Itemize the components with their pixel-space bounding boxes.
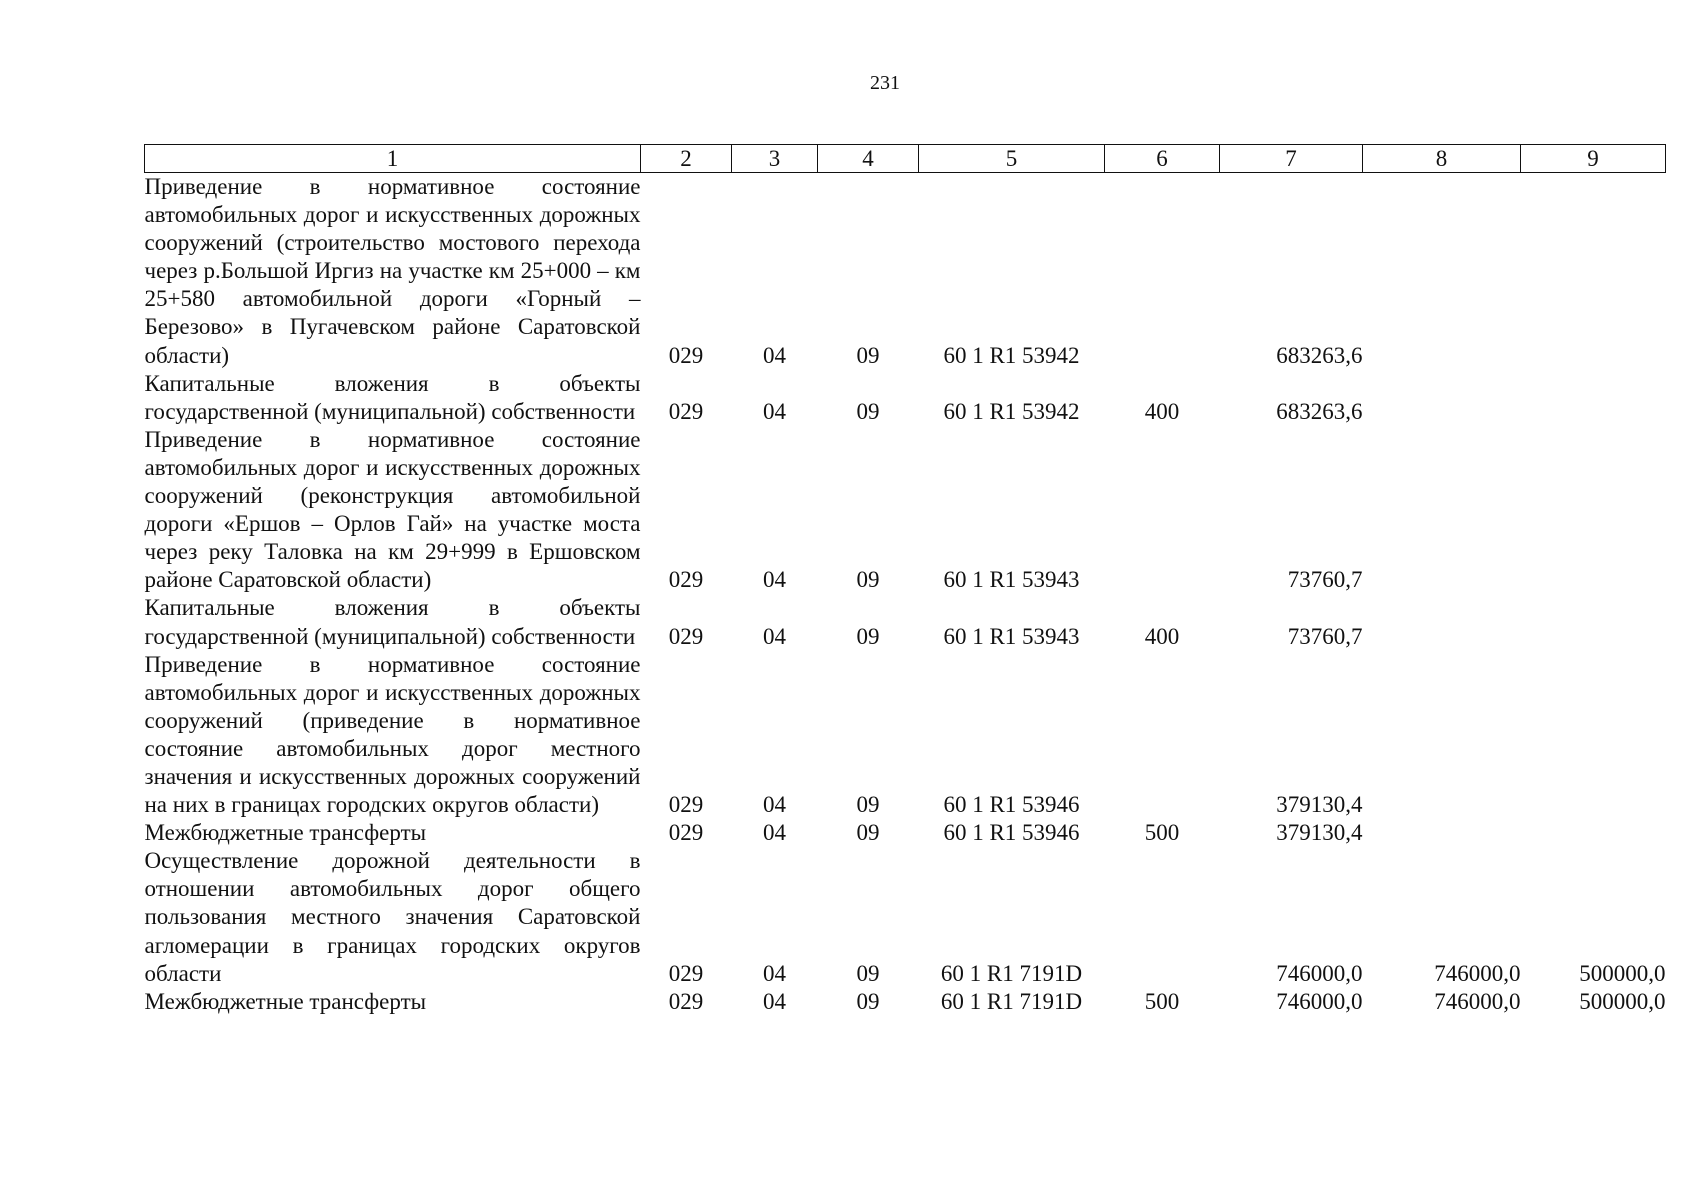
- column-header-1: 1: [145, 145, 641, 173]
- admin-code-cell: 029: [668, 623, 704, 649]
- table-body: [145, 173, 1666, 1016]
- admin-code-cell: 029: [668, 792, 704, 818]
- column-header-3: 3: [732, 145, 818, 173]
- row-description: Межбюджетные трансферты: [144, 988, 427, 1014]
- amount-col7-cell: 683263,6: [1276, 398, 1363, 424]
- section-cell: 04: [763, 820, 786, 846]
- target-article-cell: 60 1 R1 53943: [943, 623, 1080, 649]
- amount-col7-cell: 746000,0: [1276, 960, 1363, 986]
- amount-col8-cell: [1363, 651, 1521, 820]
- amount-col8-cell: 746000,0: [1434, 960, 1521, 986]
- table-row: [145, 173, 1666, 370]
- expense-type-cell: 500: [1144, 820, 1180, 846]
- column-header-6: 6: [1105, 145, 1220, 173]
- subsection-cell: 09: [856, 988, 880, 1014]
- expense-type-cell: [1105, 173, 1220, 370]
- target-article-cell: 60 1 R1 53943: [943, 567, 1080, 593]
- row-description: Капитальные вложения в объекты государственной (муниципальной) собственности: [144, 595, 641, 649]
- target-article-cell: 60 1 R1 53946: [943, 792, 1080, 818]
- table-header-row: [145, 145, 1666, 173]
- subsection-cell: 09: [856, 820, 880, 846]
- amount-col8-cell: [1363, 173, 1521, 370]
- amount-col7-cell: 379130,4: [1276, 820, 1363, 846]
- expense-type-cell: 400: [1144, 623, 1180, 649]
- amount-col9-cell: [1521, 651, 1666, 820]
- page-number: 231: [870, 72, 900, 94]
- subsection-cell: 09: [856, 567, 880, 593]
- amount-col8-cell: 746000,0: [1434, 988, 1521, 1014]
- section-cell: 04: [763, 342, 786, 368]
- section-cell: 04: [763, 623, 786, 649]
- section-cell: 04: [763, 398, 786, 424]
- expense-type-cell: [1105, 426, 1220, 595]
- expense-type-cell: [1105, 651, 1220, 820]
- admin-code-cell: 029: [668, 820, 704, 846]
- subsection-cell: 09: [856, 792, 880, 818]
- section-cell: 04: [763, 960, 786, 986]
- target-article-cell: 60 1 R1 53942: [943, 342, 1080, 368]
- section-cell: 04: [763, 567, 786, 593]
- amount-col7-cell: 683263,6: [1276, 342, 1363, 368]
- admin-code-cell: 029: [668, 960, 704, 986]
- row-description: Приведение в нормативное состояние автомобильных дорог и искусственных дорожных сооружений (приведение в нормативное состояние автомобильных дорог местного значения и искусственных дорожных сооружений на них в границах городских округов области): [144, 651, 641, 818]
- subsection-cell: 09: [856, 342, 880, 368]
- column-header-5: 5: [919, 145, 1105, 173]
- subsection-cell: 09: [856, 398, 880, 424]
- table-row: [145, 594, 1666, 650]
- target-article-cell: 60 1 R1 53946: [943, 820, 1080, 846]
- amount-col8-cell: [1363, 819, 1521, 847]
- row-description: Межбюджетные трансферты: [144, 820, 427, 846]
- admin-code-cell: 029: [668, 567, 704, 593]
- amount-col7-cell: 73760,7: [1287, 567, 1363, 593]
- section-cell: 04: [763, 988, 786, 1014]
- target-article-cell: 60 1 R1 53942: [943, 398, 1080, 424]
- amount-col9-cell: [1521, 173, 1666, 370]
- budget-table: [144, 144, 1666, 1016]
- amount-col9-cell: 500000,0: [1579, 988, 1666, 1014]
- table-row: [145, 819, 1666, 847]
- row-description: Осуществление дорожной деятельности в отношении автомобильных дорог общего пользования местного значения Саратовской агломерации в границах городских округов области: [144, 848, 641, 986]
- section-cell: 04: [763, 792, 786, 818]
- subsection-cell: 09: [856, 623, 880, 649]
- table-row: [145, 847, 1666, 987]
- table-row: [145, 370, 1666, 426]
- amount-col8-cell: [1363, 594, 1521, 650]
- amount-col9-cell: [1521, 426, 1666, 595]
- amount-col7-cell: 73760,7: [1287, 623, 1363, 649]
- row-description: Капитальные вложения в объекты государственной (муниципальной) собственности: [144, 370, 641, 424]
- admin-code-cell: 029: [668, 342, 704, 368]
- amount-col9-cell: [1521, 370, 1666, 426]
- amount-col9-cell: 500000,0: [1579, 960, 1666, 986]
- target-article-cell: 60 1 R1 7191D: [940, 960, 1083, 986]
- row-description: Приведение в нормативное состояние автомобильных дорог и искусственных дорожных сооружений (строительство мостового перехода через р.Большой Иргиз на участке км 25+000 – км 25+580 автомобильной дороги «Горный – Березово» в Пугачевском районе Саратовской области): [144, 174, 641, 368]
- subsection-cell: 09: [856, 960, 880, 986]
- column-header-4: 4: [818, 145, 919, 173]
- column-header-2: 2: [641, 145, 732, 173]
- expense-type-cell: 500: [1144, 988, 1180, 1014]
- target-article-cell: 60 1 R1 7191D: [940, 988, 1083, 1014]
- table-row: [145, 988, 1666, 1016]
- amount-col8-cell: [1363, 370, 1521, 426]
- amount-col9-cell: [1521, 819, 1666, 847]
- amount-col9-cell: [1521, 594, 1666, 650]
- amount-col8-cell: [1363, 426, 1521, 595]
- amount-col7-cell: 379130,4: [1276, 792, 1363, 818]
- expense-type-cell: [1105, 847, 1220, 987]
- column-header-9: 9: [1521, 145, 1666, 173]
- table-row: [145, 426, 1666, 595]
- amount-col7-cell: 746000,0: [1276, 988, 1363, 1014]
- expense-type-cell: 400: [1144, 398, 1180, 424]
- table-row: [145, 651, 1666, 820]
- column-header-7: 7: [1220, 145, 1363, 173]
- column-header-8: 8: [1363, 145, 1521, 173]
- row-description: Приведение в нормативное состояние автомобильных дорог и искусственных дорожных сооружений (реконструкция автомобильной дороги «Ершов – Орлов Гай» на участке моста через реку Таловка на км 29+999 в Ершовском районе Саратовской области): [144, 426, 641, 593]
- admin-code-cell: 029: [668, 988, 704, 1014]
- admin-code-cell: 029: [668, 398, 704, 424]
